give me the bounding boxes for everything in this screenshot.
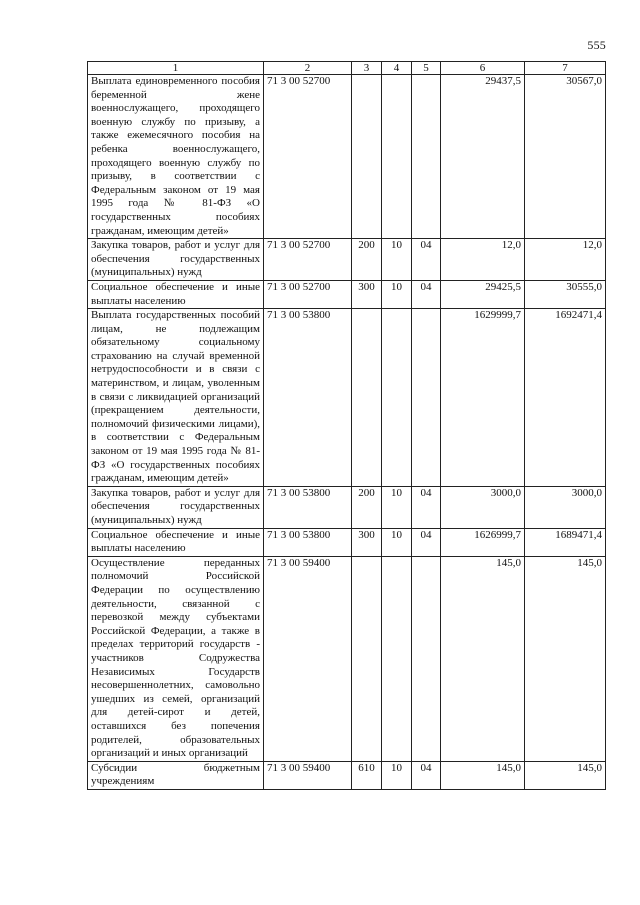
row-col3-cell: 200 [352,239,382,281]
row-col6-cell: 29425,5 [441,280,525,308]
row-col3-cell [352,309,382,487]
row-col6-cell: 145,0 [441,761,525,789]
table-row [88,239,606,281]
row-col7-cell: 1692471,4 [525,309,606,487]
row-col3-cell: 300 [352,528,382,556]
column-header-7: 7 [525,62,606,75]
row-name-cell: Осуществление переданных полномочий Российской Федерации по осуществлению деятельности, связанной с перевозкой между субъектами Российской Федерации, а также в пределах территорий государств - участников Содружества Независимых Государств несовершеннолетних, самовольно ушедших из семей, организаций для детей-сирот и детей, оставшихся без попечения родителей, образовательных организаций и иных организаций [88,556,264,761]
column-header-2: 2 [264,62,352,75]
column-header-4: 4 [382,62,412,75]
row-col6-cell: 29437,5 [441,75,525,239]
row-code-cell: 71 3 00 53800 [264,528,352,556]
row-name-cell: Закупка товаров, работ и услуг для обеспечения государственных (муниципальных) нужд [88,486,264,528]
table-row [88,309,606,487]
row-code-cell: 71 3 00 53800 [264,309,352,487]
row-col5-cell [412,556,441,761]
row-col5-cell [412,75,441,239]
column-header-3: 3 [352,62,382,75]
table-row [88,486,606,528]
row-col7-cell: 12,0 [525,239,606,281]
row-col5-cell: 04 [412,239,441,281]
row-code-cell: 71 3 00 53800 [264,486,352,528]
table-header-row [88,62,606,75]
row-col4-cell: 10 [382,528,412,556]
row-col3-cell: 200 [352,486,382,528]
row-col4-cell [382,75,412,239]
row-name-cell: Социальное обеспечение и иные выплаты населению [88,528,264,556]
table-row [88,528,606,556]
column-header-6: 6 [441,62,525,75]
row-col3-cell [352,75,382,239]
row-col7-cell: 30555,0 [525,280,606,308]
row-name-cell: Выплата государственных пособий лицам, не подлежащим обязательному социальному страхованию на случай временной нетрудоспособности и в связи с материнством, и лицам, уволенным в связи с ликвидацией организаций (прекращением деятельности, полномочий физическими лицами), в соответствии с Федеральным законом от 19 мая 1995 года № 81-ФЗ «О государственных пособиях гражданам, имеющим детей» [88,309,264,487]
row-code-cell: 71 3 00 52700 [264,239,352,281]
row-col7-cell: 3000,0 [525,486,606,528]
row-col4-cell: 10 [382,239,412,281]
table-row [88,75,606,239]
row-col7-cell: 30567,0 [525,75,606,239]
row-col7-cell: 1689471,4 [525,528,606,556]
row-col4-cell: 10 [382,486,412,528]
row-col7-cell: 145,0 [525,761,606,789]
column-header-1: 1 [88,62,264,75]
table-row [88,761,606,789]
row-col4-cell [382,556,412,761]
row-col4-cell: 10 [382,761,412,789]
row-col3-cell: 300 [352,280,382,308]
row-col4-cell [382,309,412,487]
row-col4-cell: 10 [382,280,412,308]
row-code-cell: 71 3 00 52700 [264,280,352,308]
row-col6-cell: 3000,0 [441,486,525,528]
row-col5-cell: 04 [412,486,441,528]
budget-table [87,61,606,790]
row-col5-cell: 04 [412,528,441,556]
row-name-cell: Субсидии бюджетным учреждениям [88,761,264,789]
row-col6-cell: 12,0 [441,239,525,281]
row-code-cell: 71 3 00 52700 [264,75,352,239]
row-code-cell: 71 3 00 59400 [264,556,352,761]
row-name-cell: Закупка товаров, работ и услуг для обеспечения государственных (муниципальных) нужд [88,239,264,281]
table-row [88,556,606,761]
row-col5-cell [412,309,441,487]
row-code-cell: 71 3 00 59400 [264,761,352,789]
row-col6-cell: 1626999,7 [441,528,525,556]
row-col6-cell: 145,0 [441,556,525,761]
table-row [88,280,606,308]
row-col5-cell: 04 [412,280,441,308]
row-col3-cell [352,556,382,761]
column-header-5: 5 [412,62,441,75]
row-name-cell: Выплата единовременного пособия беременной жене военнослужащего, проходящего военную службу по призыву, а также ежемесячного пособия на ребенка военнослужащего, проходящего военную службу по призыву, в соответствии с Федеральным законом от 19 мая 1995 года № 81-ФЗ «О государственных пособиях гражданам, имеющим детей» [88,75,264,239]
row-col3-cell: 610 [352,761,382,789]
row-col6-cell: 1629999,7 [441,309,525,487]
row-col5-cell: 04 [412,761,441,789]
page-number: 555 [587,38,606,52]
row-col7-cell: 145,0 [525,556,606,761]
row-name-cell: Социальное обеспечение и иные выплаты населению [88,280,264,308]
